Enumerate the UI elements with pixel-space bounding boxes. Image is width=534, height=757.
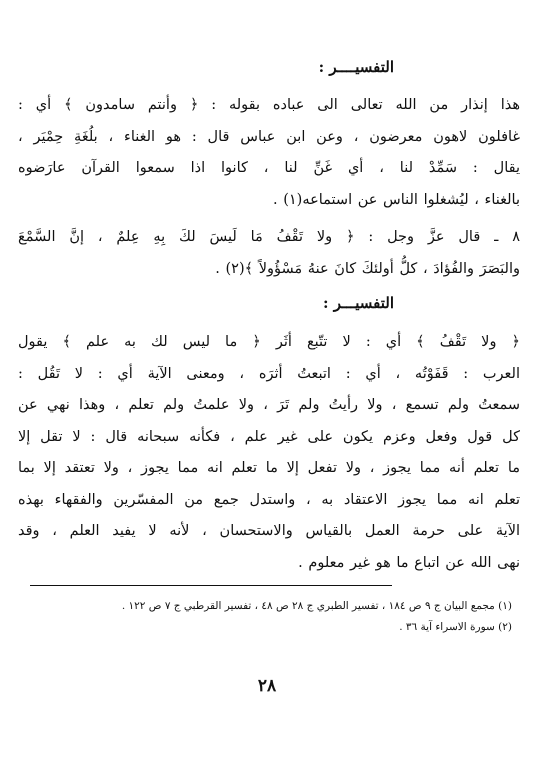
text-line: سمعتُ ولم تسمع ، ولا رأيتُ ولم تَرَ ، ولا علمتُ ولم تعلم ، وهذا نهي عن bbox=[18, 397, 520, 413]
text-line: العرب : قَفَوْتُه ، أي : اتبعتُ أثرَه ، ومعنى الآية أي : لا تَقُل : bbox=[18, 365, 520, 382]
text-line: هذا إنذار من الله تعالى الى عباده بقوله : ﴿ وأنتم سامدون ﴾ أي : bbox=[18, 97, 520, 113]
tafsir-heading-1: التفسيــــر : bbox=[318, 58, 394, 76]
text-line: كل قول وفعل وعزم يكون على غير علم ، فكأنه سبحانه قال : لا تقل إلا bbox=[18, 428, 520, 445]
paragraph-2-verse bbox=[18, 222, 520, 285]
page-number: ٢٨ bbox=[257, 676, 277, 696]
text-line: غافلون لاهون معرضون ، وعن ابن عباس قال : هو الغناء ، بلُغَةِ حِمْيَر ، bbox=[18, 128, 520, 145]
paragraph-1 bbox=[18, 90, 520, 216]
tafsir-heading-2: التفسيـــر : bbox=[323, 294, 394, 312]
footnote-1: (١) مجمع البيان ج ٩ ص ١٨٤ ، تفسير الطبري ج ٢٨ ص ٤٨ ، تفسير القرطبي ج ٧ ص ١٢٢ . bbox=[121, 600, 512, 612]
text-line: بالغناء ، ليُشغلوا الناس عن استماعه(١) . bbox=[272, 191, 520, 208]
text-line: ما تعلم أنه مما يجوز ، ولا تفعل إلا ما تعلم انه مما يجوز ، ولا تعتقد إلا بما bbox=[18, 460, 520, 476]
footnote-2: (٢) سورة الاسراء آية ٣٦ . bbox=[399, 621, 512, 633]
footnotes bbox=[26, 596, 512, 638]
text-line: ٨ ـ قال عزَّ وجل : ﴿ ولا تَقْفُ مَا لَيسَ لكَ بِهِ عِلمٌ ، إنَّ السَّمْعَ bbox=[18, 229, 520, 245]
text-line: نهى الله عن اتباع ما هو غير معلوم . bbox=[298, 554, 520, 571]
text-line: والبَصَرَ والفُؤادَ ، كلُّ أولئكَ كانَ عنهُ مَسْؤُولاً ﴾(٢) . bbox=[215, 260, 520, 277]
text-line: الآية على حرمة العمل بالقياس والاستحسان ، لأنه لا يفيد العلم ، وقد bbox=[18, 523, 520, 539]
text-line: تعلم انه مما يجوز الاعتقاد به ، واستدل جمع من المفسّرين والفقهاء بهذه bbox=[18, 491, 520, 508]
text-line: ﴿ ولا تَقْفُ ﴾ أي : لا تتّبع أثَر ﴿ ما ليس لك به علم ﴾ يقول bbox=[18, 334, 520, 350]
footnote-divider bbox=[30, 585, 392, 586]
paragraph-3 bbox=[18, 327, 520, 579]
text-line: يقال : سَمِّدْ لنا ، أي غَنِّ لنا ، كانوا اذا سمعوا القرآن عارَضوه bbox=[18, 160, 520, 176]
